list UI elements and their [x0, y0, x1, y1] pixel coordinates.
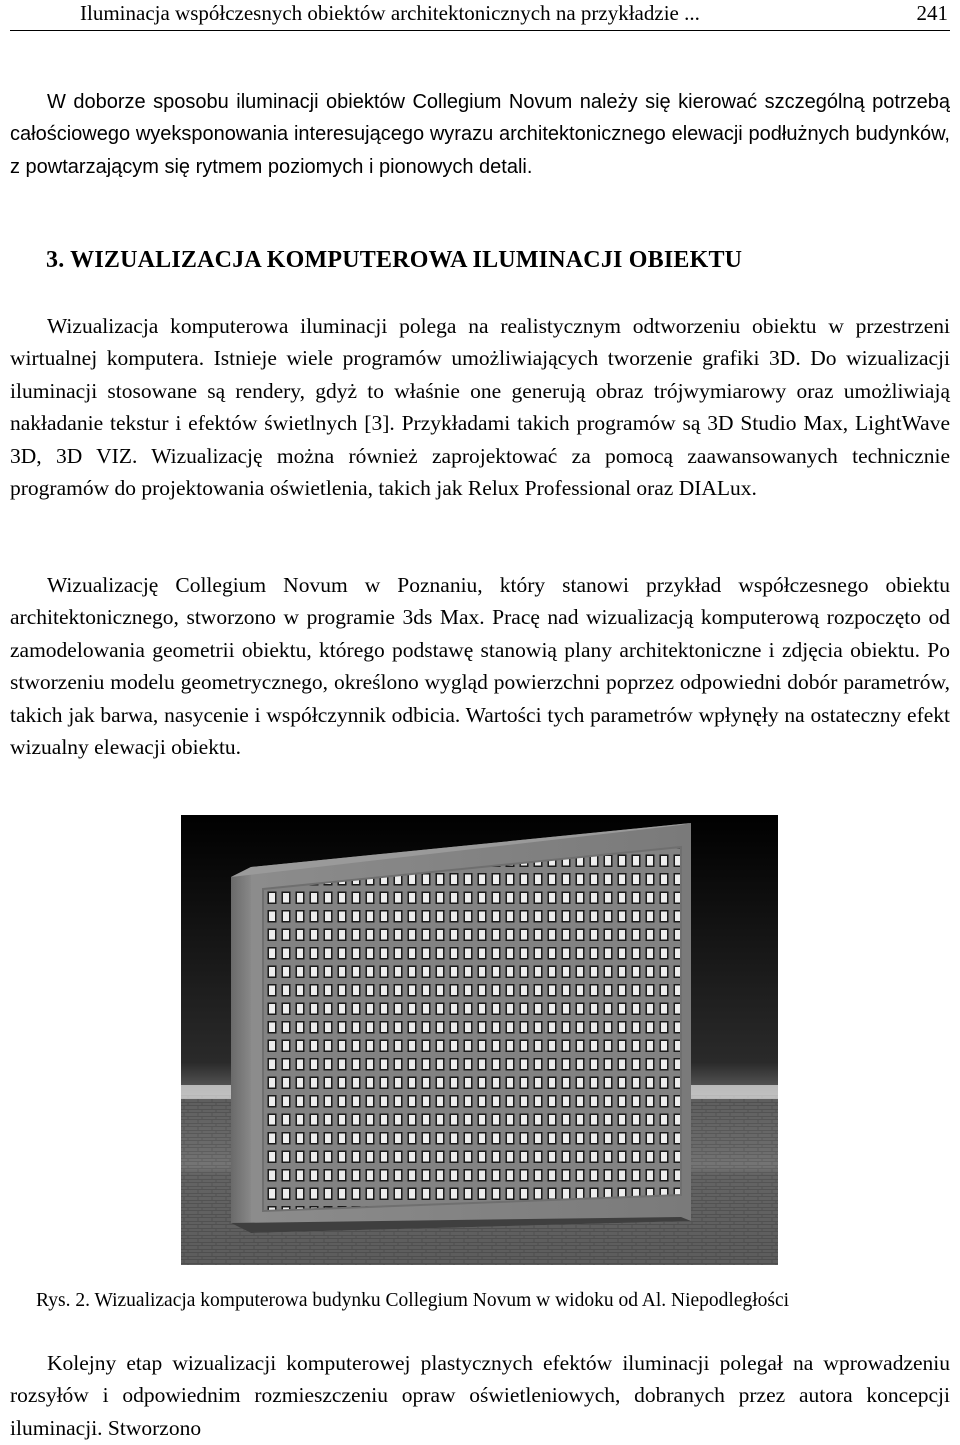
- figure-caption: Rys. 2. Wizualizacja komputerowa budynku Collegium Novum w widoku od Al. Niepodległości: [36, 1290, 790, 1311]
- building-render-image: [181, 815, 778, 1265]
- paragraph-visualization: Wizualizacja komputerowa iluminacji polega na realistycznym odtworzeniu obiektu w przestrzeni wirtualnej komputera. Istnieje wiele programów umożliwiających tworzenie grafiki 3D. Do wizualizacji iluminacji stosowane są rendery, gdyż to właśnie one generują obraz trójwymiarowy oraz umożliwiają nakładanie tekstur i efektów świetlnych [3]. Przykładami takich programów są 3D Studio Max, LightWave 3D, 3D VIZ. Wizualizację można również zaprojektować za pomocą zaawansowanych technicznie programów do projektowania oświetlenia, takich jak Relux Professional oraz DIALux.: [10, 314, 950, 501]
- figure-building-render: [181, 815, 778, 1265]
- paragraph-intro: W doborze sposobu iluminacji obiektów Collegium Novum należy się kierować szczególną potrzebą całościowego wyeksponowania interesującego wyrazu architektonicznego elewacji podłużnych budynków, z powtarzającym się rytmem poziomych i pionowych detali.: [10, 91, 950, 178]
- paragraph-next-stage: Kolejny etap wizualizacji komputerowej plastycznych efektów iluminacji polegał na wprowadzeniu rozsyłów i odpowiednim rozmieszczeniu opraw oświetleniowych, dobranych przez autora koncepcji iluminacji. Stworzono: [10, 1351, 950, 1440]
- page-number: 241: [916, 1, 948, 25]
- section-heading: 3. WIZUALIZACJA KOMPUTEROWA ILUMINACJI OBIEKTU: [46, 247, 743, 273]
- running-header: [10, 0, 950, 31]
- header-title: Iluminacja współczesnych obiektów architektonicznych na przykładzie ...: [80, 1, 700, 25]
- paragraph-collegium: Wizualizację Collegium Novum w Poznaniu, który stanowi przykład współczesnego obiektu architektonicznego, stworzono w programie 3ds Max. Pracę nad wizualizacją komputerową rozpoczęto od zamodelowania geometrii obiektu, którego podstawę stanowią plany architektoniczne i zdjęcia obiektu. Po stworzeniu modelu geometrycznego, określono wygląd powierzchni poprzez odpowiedni dobór parametrów, takich jak barwa, nasycenie i współczynnik odbicia. Wartości tych parametrów wpłynęły na ostateczny efekt wizualny elewacji obiektu.: [10, 573, 950, 760]
